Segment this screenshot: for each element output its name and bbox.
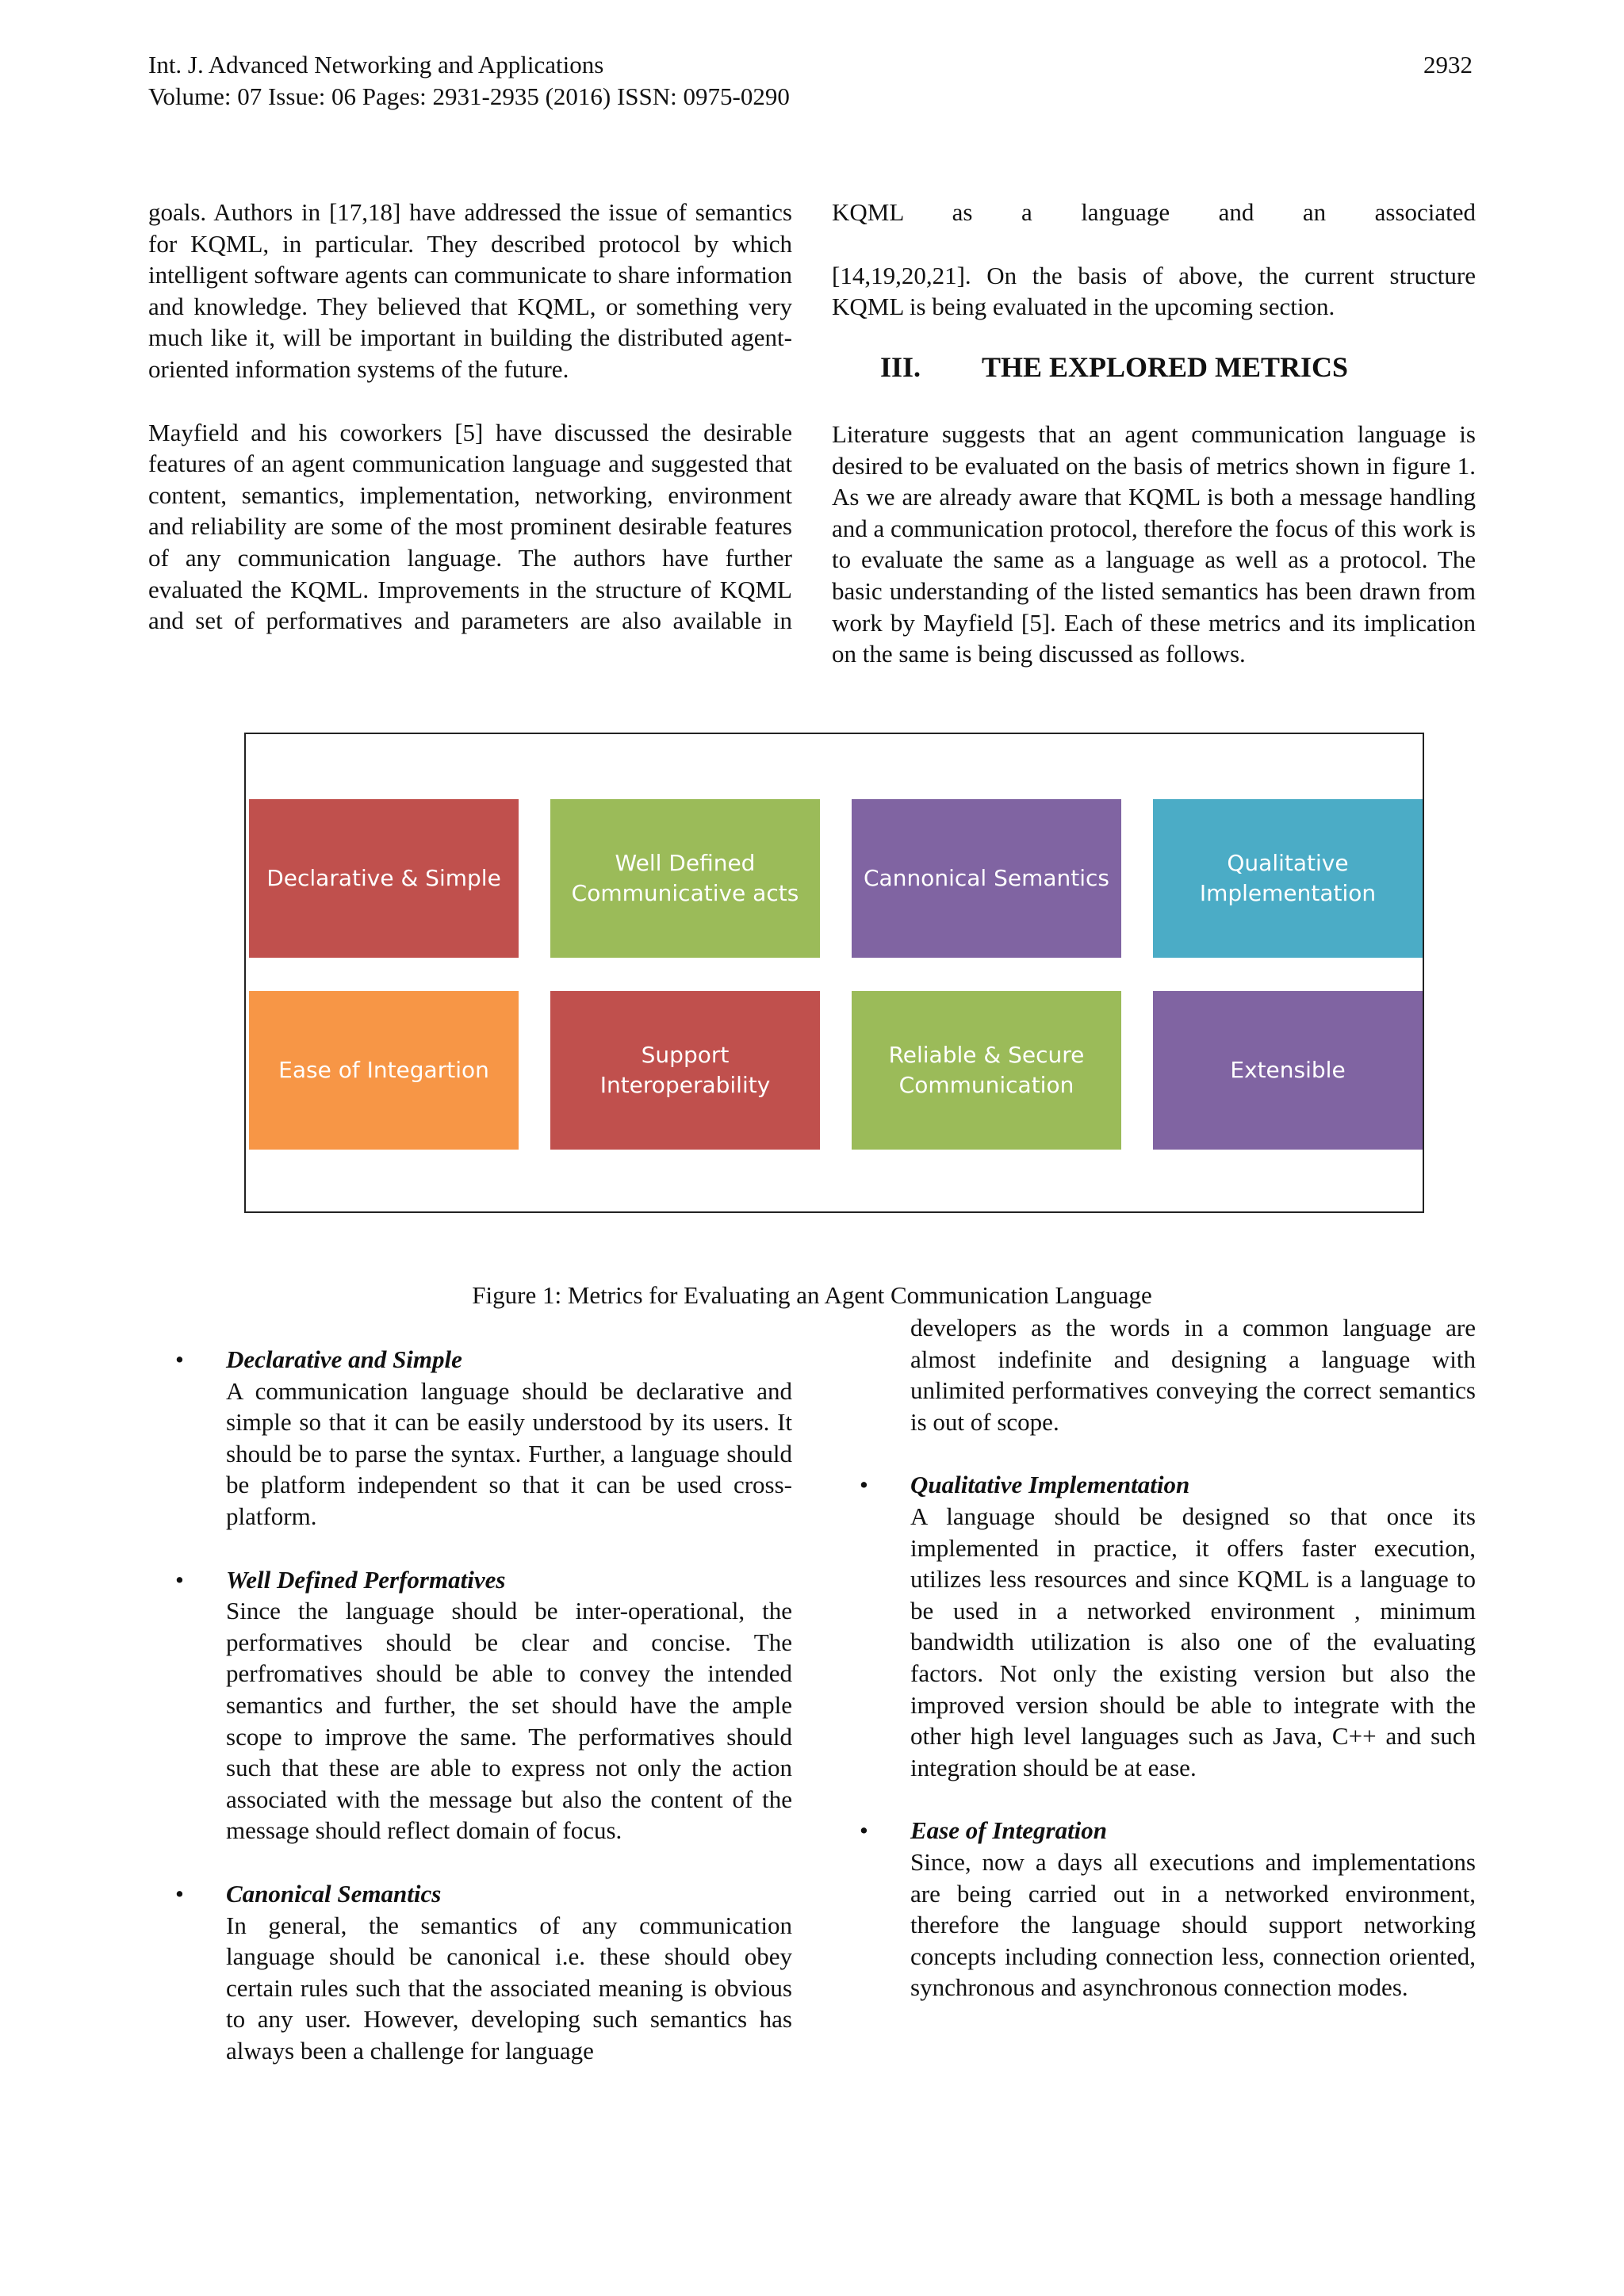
figure-caption: Figure 1: Metrics for Evaluating an Agent Communication Language <box>472 1281 1152 1309</box>
bullet-icon: • <box>860 1816 868 1845</box>
list-item-text: A communication language should be declarative and simple so that it can be easily understood by its users. It should be to parse the syntax. Further, a language should be platform independent so that it can be used cross-platform. <box>226 1376 792 1530</box>
metric-box-declarative: Declarative & Simple <box>249 799 519 958</box>
list-item-text: Since, now a days all executions and implementations are being carried out in a networked environment, therefore the language should support networking concepts including connection less, connection oriented, synchronous and asynchronous connection modes. <box>910 1847 1476 2002</box>
list-item-title: Ease of Integration <box>910 1816 1108 1845</box>
list-item-title: Qualitative Implementation <box>910 1471 1190 1499</box>
bullet-icon: • <box>860 1471 868 1499</box>
list-item-text: Since the language should be inter-operational, the performatives should be clear and concise. The perfromatives should be able to convey the intended semantics and further, the set should have the ample scope to improve the same. The performatives should such that these are able to express not only the action associated with the message but also the content of the message should reflect domain of focus. <box>226 1597 792 1845</box>
paragraph: Literature suggests that an agent communication language is desired to be evaluated on the basis of metrics shown in figure 1. As we are already aware that KQML is both a message handling and a communication protocol, therefore the focus of this work is to evaluate the same as a language as well as a protocol. The basic understanding of the listed semantics has been drawn from work by Mayfield [5]. Each of these metrics and its implication on the same is being discussed as follows. <box>832 420 1476 668</box>
list-item <box>860 1469 1476 1783</box>
metric-box-implementation: Qualitative Implementation <box>1153 799 1423 958</box>
list-item-text: A language should be designed so that once its implemented in practice, it offers faster execution, utilizes less resources and since KQML is a language to be used in a networked environment , minimum bandwidth utilization is also one of the evaluating factors. Not only the existing version but also the improved version should be able to integrate with the other high level languages such as Java, C++ and such integration should be at ease. <box>910 1502 1476 1781</box>
list-item <box>860 1815 1476 2003</box>
page-number: 2932 <box>1423 51 1473 78</box>
paragraph: developers as the words in a common language are almost indefinite and designing a language with unlimited performatives conveying the correct semantics is out of scope. <box>910 1314 1476 1436</box>
journal-title: Int. J. Advanced Networking and Applications <box>148 51 604 78</box>
figure-metrics <box>244 733 1424 1213</box>
section-heading <box>880 350 1348 384</box>
paragraph: [14,19,20,21]. On the basis of above, the current structure KQML is being evaluated in the upcoming section. <box>832 261 1476 321</box>
section-number: III. <box>880 351 921 383</box>
bullet-icon: • <box>175 1345 184 1373</box>
metric-box-interoperability: Support Interoperability <box>550 991 820 1150</box>
paragraph: goals. Authors in [17,18] have addressed the issue of semantics for KQML, in particular. They described protocol by which intelligent software agents can communicate to share information and knowledge. They believed that KQML, or something very much like it, will be important in building the distributed agent-oriented information systems of the future. <box>148 198 792 383</box>
paragraph-line: KQML as a language and an associated <box>832 198 1476 226</box>
list-item-title: Well Defined Performatives <box>226 1565 506 1594</box>
right-column-bottom <box>860 1312 1476 2003</box>
right-column-mid <box>832 419 1476 670</box>
paragraph: Mayfield and his coworkers [5] have discussed the desirable features of an agent communication language and suggested that content, semantics, implementation, networking, environment and reliability are some of the most prominent desirable features of any communication language. The authors have further evaluated the KQML. Improvements in the structure of KQML and set of performatives and parameters are also available in <box>148 418 792 635</box>
metric-box-semantics: Cannonical Semantics <box>852 799 1121 958</box>
list-item-text: In general, the semantics of any communication language should be canonical i.e. these should obey certain rules such that the associated meaning is obvious to any user. However, developing such semantics has always been a challenge for language <box>226 1911 792 2064</box>
metric-box-integration: Ease of Integartion <box>249 991 519 1150</box>
list-item <box>175 1344 792 1533</box>
list-item <box>175 1564 792 1846</box>
metric-box-communicative-acts: Well Defined Communicative acts <box>550 799 820 958</box>
section-title: THE EXPLORED METRICS <box>982 351 1349 383</box>
bullet-icon: • <box>175 1879 184 1908</box>
metric-box-extensible: Extensible <box>1153 991 1423 1150</box>
bullet-icon: • <box>175 1565 184 1594</box>
metric-box-reliable-secure: Reliable & Secure Communication <box>852 991 1121 1150</box>
list-item <box>175 1878 792 2067</box>
list-item-title: Canonical Semantics <box>226 1879 442 1908</box>
left-column-bottom <box>175 1344 792 2066</box>
list-item-title: Declarative and Simple <box>226 1345 462 1373</box>
volume-info: Volume: 07 Issue: 06 Pages: 2931-2935 (2016) ISSN: 0975-0290 <box>148 82 790 110</box>
right-column-top <box>832 197 1476 323</box>
left-column-top <box>148 197 792 637</box>
